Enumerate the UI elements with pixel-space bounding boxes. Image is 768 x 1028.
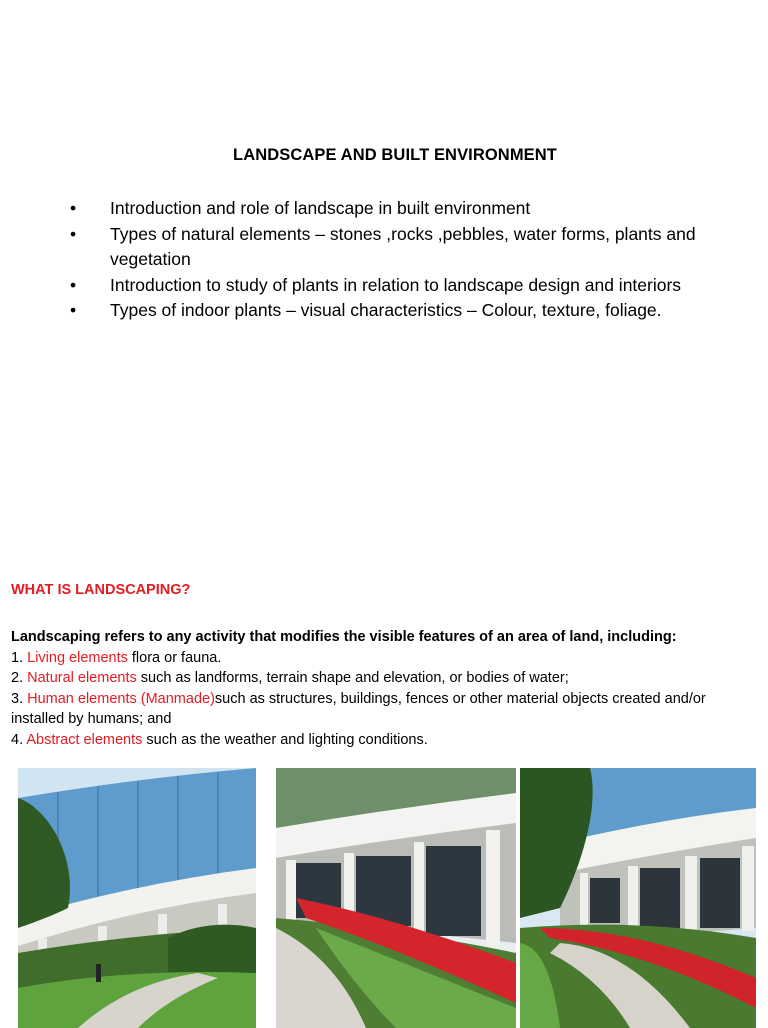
topic-list	[70, 196, 710, 324]
element-term: Human elements (Manmade)	[27, 690, 215, 707]
intro-text: Landscaping refers to any activity that modifies the visible features of an area of land, including:	[11, 629, 677, 645]
element-term: Abstract elements	[26, 731, 143, 748]
bullet-icon: •	[70, 274, 77, 295]
section-heading: WHAT IS LANDSCAPING?	[11, 582, 191, 598]
list-item-text: Types of indoor plants – visual characteristics – Colour, texture, foliage.	[110, 300, 662, 320]
bullet-icon: •	[70, 300, 77, 320]
list-item	[70, 196, 710, 222]
element-item: 4. Abstract elements such as the weather and lighting conditions.	[11, 731, 428, 748]
landscape-photo	[18, 768, 256, 1028]
bullet-icon: •	[70, 198, 77, 218]
list-item	[70, 298, 710, 324]
list-item	[70, 222, 710, 273]
element-item: 1. Living elements flora or fauna.	[11, 649, 222, 666]
element-item: 2. Natural elements such as landforms, terrain shape and elevation, or bodies of water;	[11, 670, 569, 686]
list-item	[70, 273, 710, 299]
slide-what-is-landscaping	[0, 540, 768, 1024]
slide-title: LANDSCAPE AND BUILT ENVIRONMENT	[233, 146, 557, 164]
bullet-icon: •	[70, 223, 77, 244]
definition-paragraph	[11, 627, 761, 750]
list-item-text: Introduction and role of landscape in built environment	[110, 198, 531, 218]
landscape-photo	[520, 768, 756, 1028]
list-item-text: Types of natural elements – stones ,rocks ,pebbles, water forms, plants and vegetation	[110, 223, 696, 269]
landscape-photo	[276, 768, 516, 1028]
element-term: Living elements	[27, 649, 128, 666]
list-item-text: Introduction to study of plants in relation to landscape design and interiors	[110, 274, 682, 295]
element-term: Natural elements	[27, 670, 137, 686]
landscape-photo-strip	[18, 768, 756, 1028]
element-item: 3. Human elements (Manmade)such as structures, buildings, fences or other material objects created and/or installed by humans; and	[11, 690, 706, 727]
